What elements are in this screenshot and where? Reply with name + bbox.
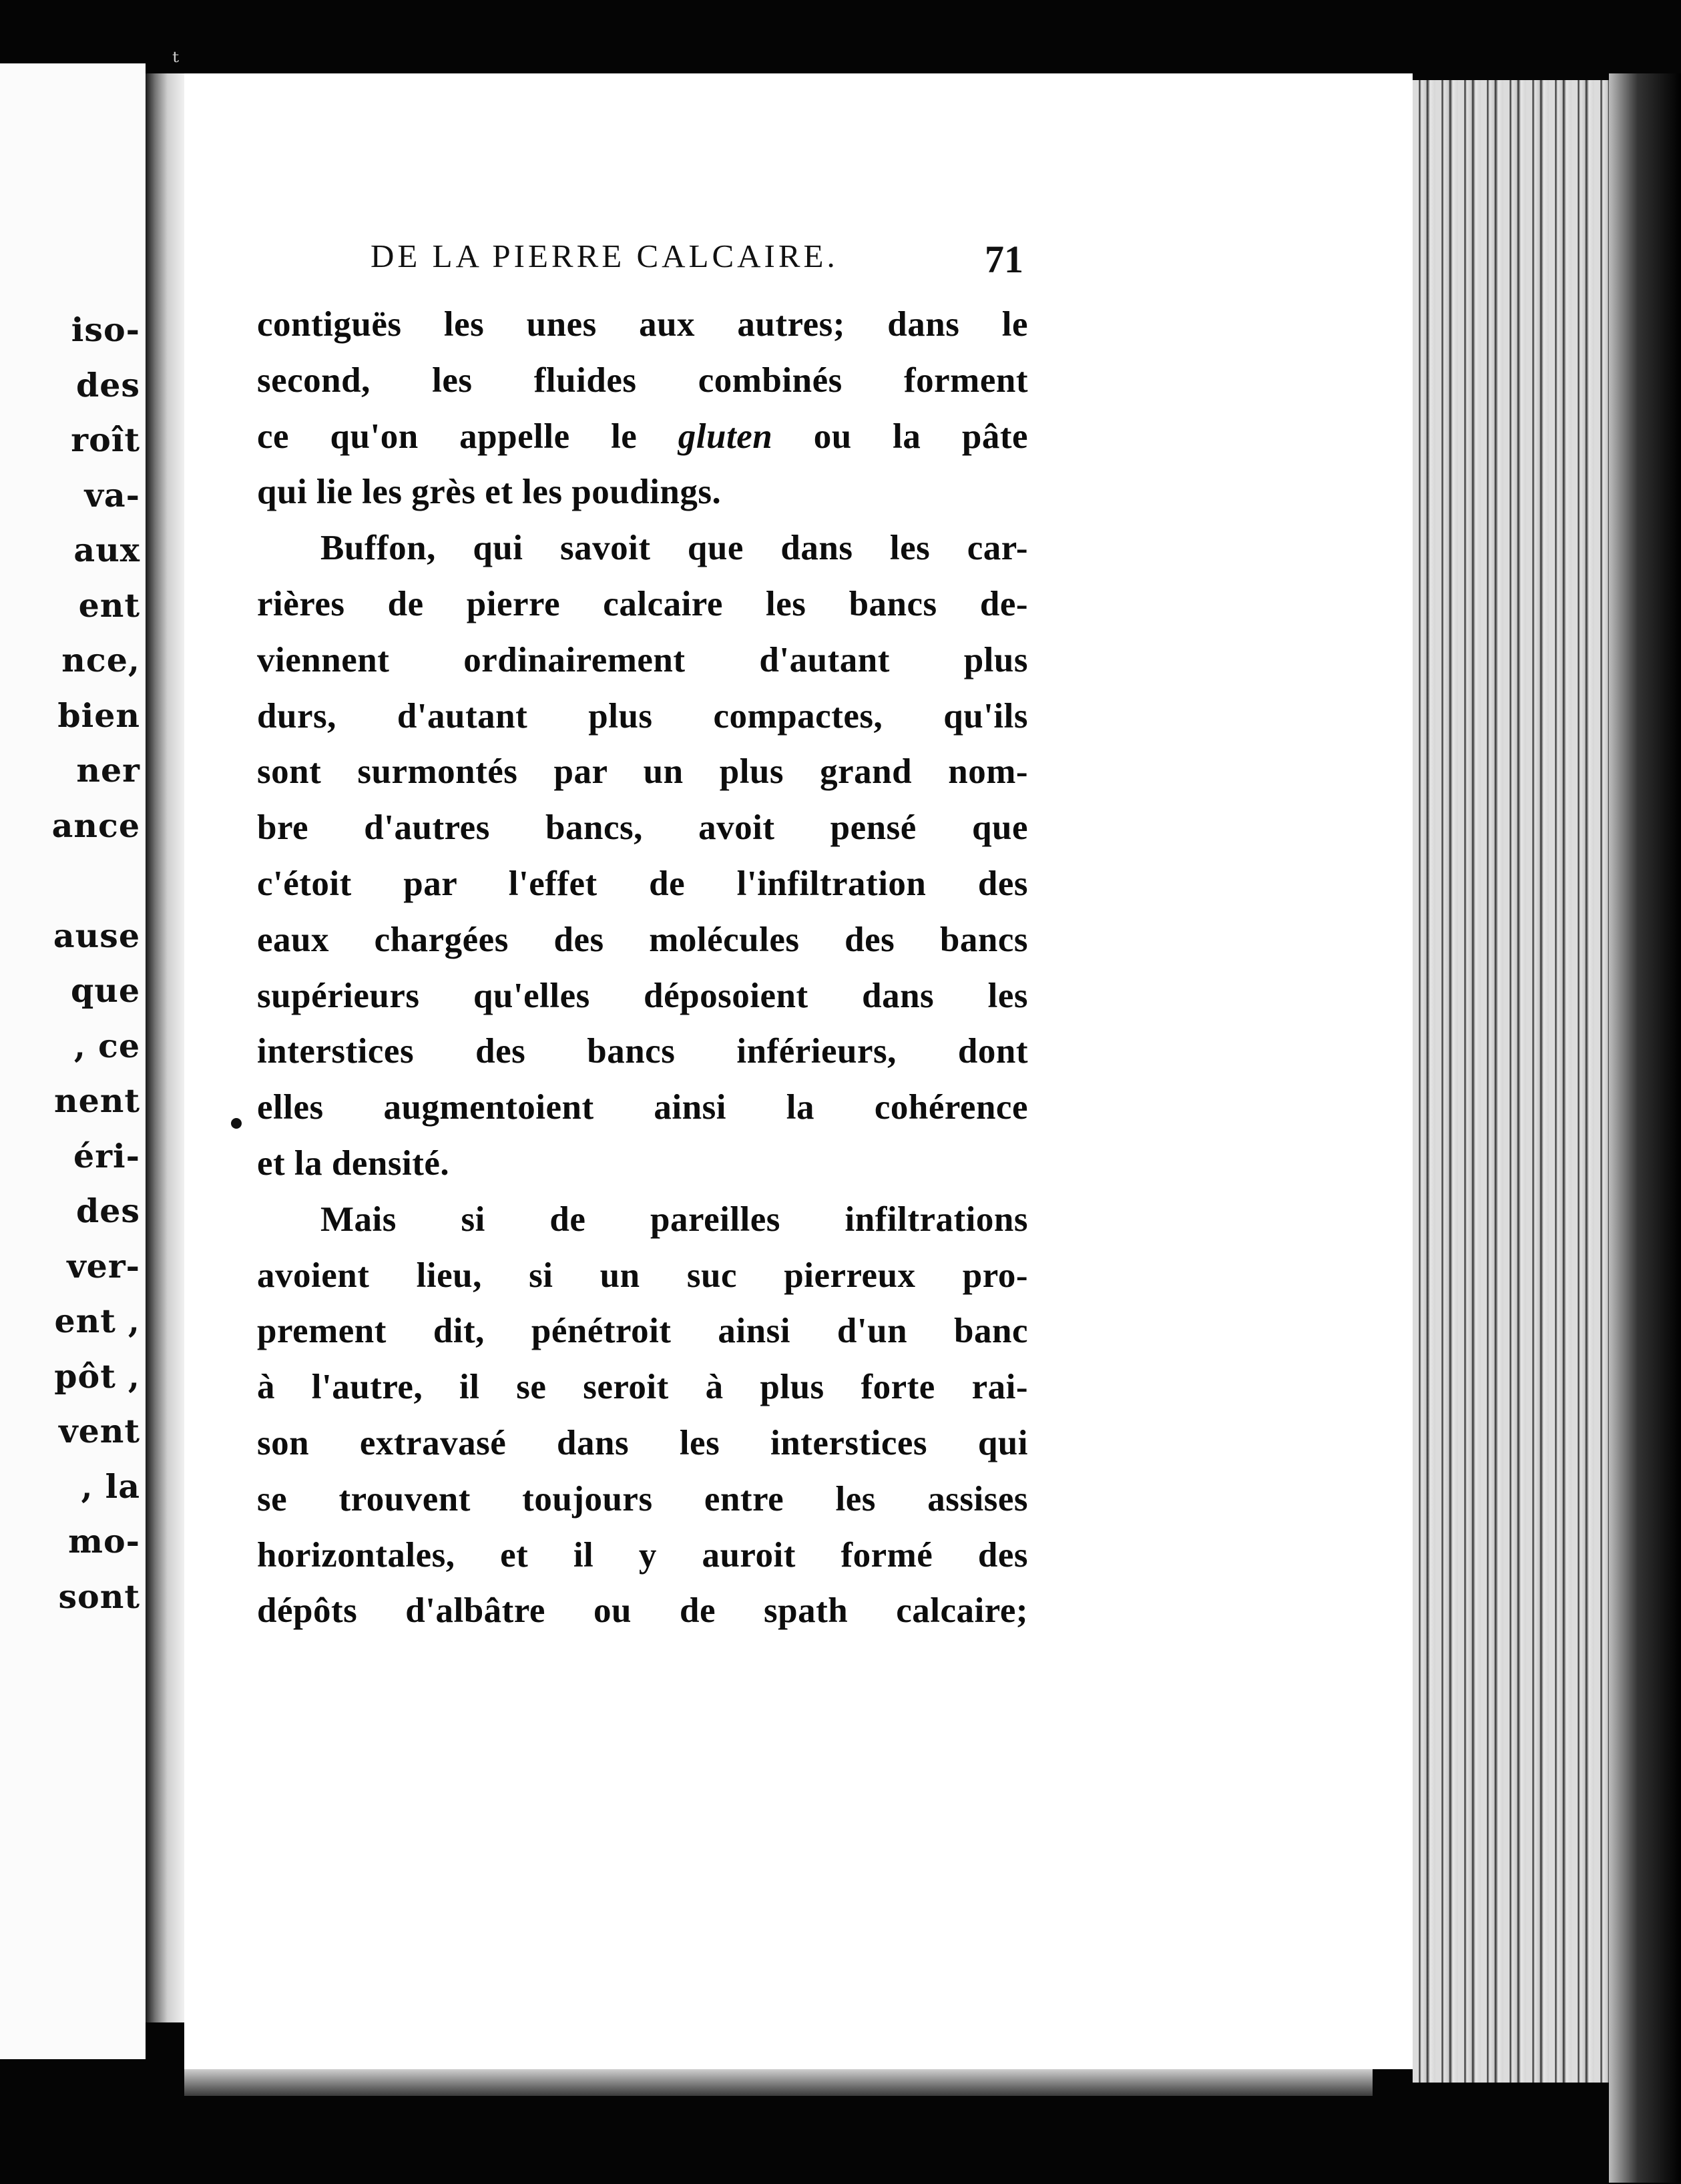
text-line: sont surmontés par un plus grand nom- <box>257 752 1028 792</box>
text-segment: ou la pâte <box>772 417 1028 456</box>
left-page-line: ent , <box>54 1302 140 1340</box>
text-line: qui lie les grès et les poudings. <box>257 473 722 512</box>
left-page-line: sont <box>58 1577 140 1616</box>
text-line: contiguës les unes aux autres; dans le <box>257 305 1028 344</box>
text-line: à l'autre, il se seroit à plus forte rai- <box>257 1368 1028 1407</box>
left-page-line: des <box>75 365 140 404</box>
left-page-line: , la <box>81 1466 140 1506</box>
page-bottom-edge <box>184 2069 1373 2096</box>
margin-dot <box>231 1118 242 1129</box>
text-line: viennent ordinairement d'autant plus <box>257 640 1028 679</box>
left-page-line: vent <box>59 1412 140 1450</box>
page-number: 71 <box>985 238 1023 281</box>
left-page-line: ause <box>53 916 140 955</box>
text-line <box>257 409 1028 465</box>
left-page-line: ner <box>76 751 140 790</box>
left-page-line: éri- <box>73 1136 140 1175</box>
left-page-line: ance <box>51 806 140 845</box>
left-page-line: nce, <box>61 641 140 679</box>
text-line: rières de pierre calcaire les bancs de- <box>257 584 1028 623</box>
text-line: et la densité. <box>257 1143 450 1183</box>
text-line: dépôts d'albâtre ou de spath calcaire; <box>257 1591 1028 1631</box>
left-page-line: pôt , <box>54 1356 140 1396</box>
left-page-line: va- <box>84 475 140 515</box>
text-line: second, les fluides combinés forment <box>257 360 1028 400</box>
book-edge-shadow <box>1609 73 1681 2183</box>
left-page-line: ver- <box>67 1246 140 1286</box>
text-line: c'étoit par l'effet de l'infiltration des <box>257 864 1028 903</box>
previous-page-fragment <box>0 63 146 2059</box>
left-page-line: nent <box>53 1081 140 1120</box>
text-line: supérieurs qu'elles déposoient dans les <box>257 976 1028 1015</box>
text-line: eaux chargées des molécules des bancs <box>257 920 1028 959</box>
left-page-line: que <box>70 971 140 1010</box>
scan-mark: ᵗ <box>172 47 179 77</box>
text-line: elles augmentoient ainsi la cohérence <box>257 1088 1028 1127</box>
left-page-line: ent <box>78 585 140 625</box>
left-page-line: aux <box>73 531 140 569</box>
left-page-line: , ce <box>73 1026 140 1065</box>
italic-term: gluten <box>678 417 773 456</box>
text-line: Mais si de pareilles infiltrations <box>320 1199 1028 1239</box>
text-line: bre d'autres bancs, avoit pensé que <box>257 808 1028 848</box>
text-line: son extravasé dans les interstices qui <box>257 1423 1028 1462</box>
text-line: Buffon, qui savoit que dans les car- <box>320 529 1028 568</box>
text-line: durs, d'autant plus compactes, qu'ils <box>257 696 1028 736</box>
text-line: se trouvent toujours entre les assises <box>257 1479 1028 1519</box>
body-text <box>257 297 1028 1639</box>
text-line: horizontales, et il y auroit formé des <box>257 1535 1028 1575</box>
left-page-line: mo- <box>68 1522 140 1561</box>
left-page-line: iso- <box>71 310 140 349</box>
text-line: interstices des bancs inférieurs, dont <box>257 1032 1028 1071</box>
left-page-line: bien <box>57 696 140 735</box>
text-segment: ce qu'on appelle le <box>257 417 678 456</box>
left-page-line: des <box>75 1191 140 1230</box>
left-page-line: roît <box>71 421 140 459</box>
text-line: prement dit, pénétroit ainsi d'un banc <box>257 1312 1028 1351</box>
text-line: avoient lieu, si un suc pierreux pro- <box>257 1256 1028 1295</box>
running-header: DE LA PIERRE CALCAIRE. <box>371 238 838 274</box>
book-gutter <box>146 73 186 2022</box>
